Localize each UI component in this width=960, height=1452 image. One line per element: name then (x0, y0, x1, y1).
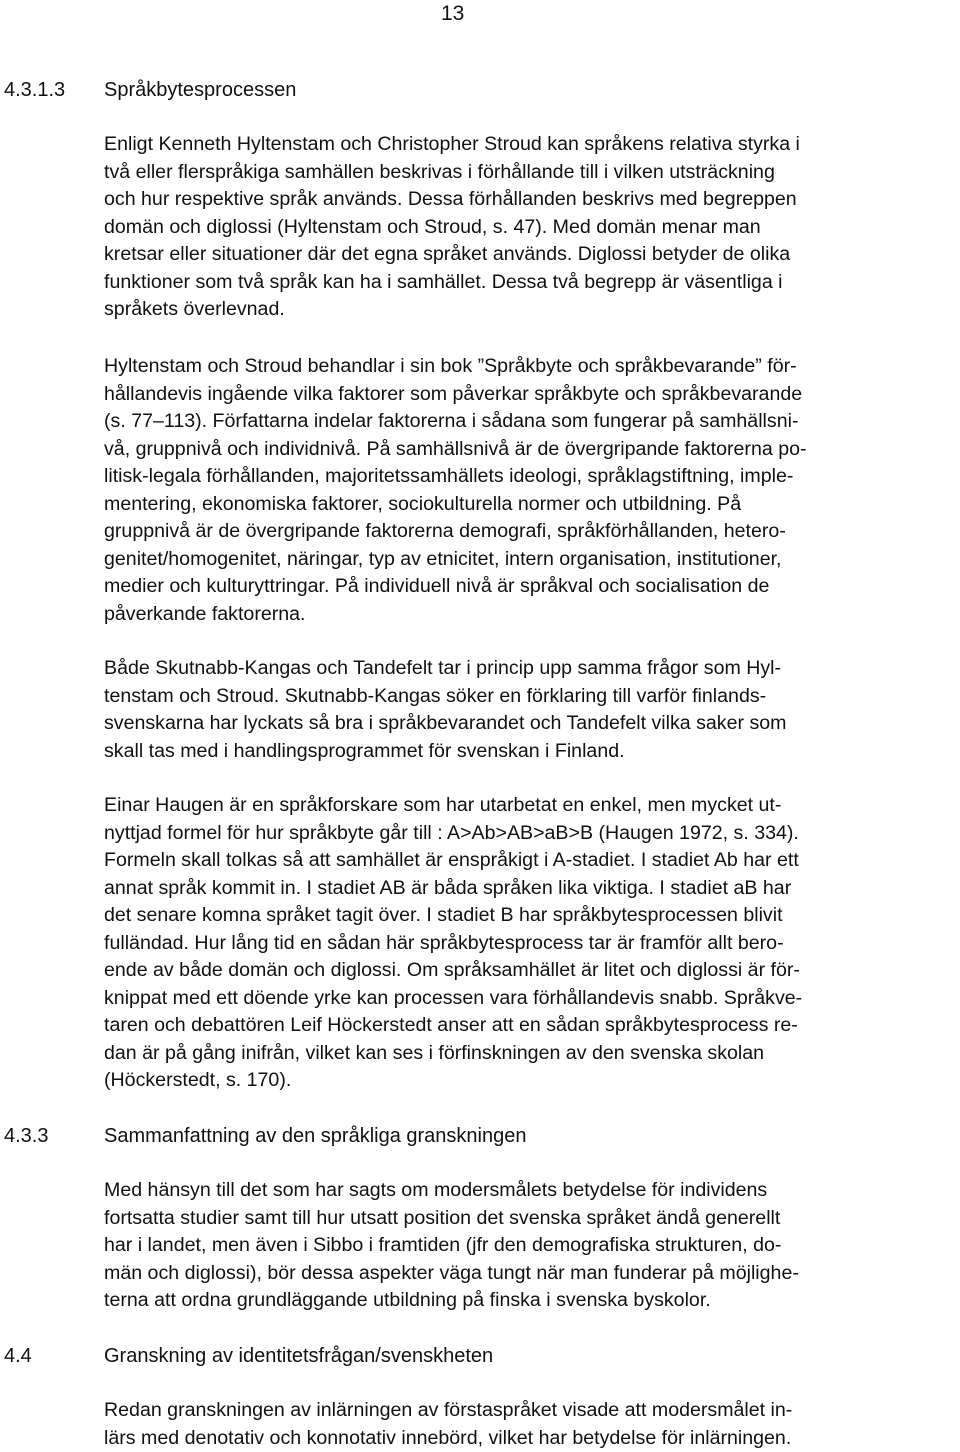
text-line: annat språk kommit in. I stadiet AB är båda språken lika viktiga. I stadiet aB har (104, 876, 792, 899)
text-line: kretsar eller situationer där det egna språket används. Diglossi betyder de olika (104, 243, 791, 265)
section-title: Granskning av identitetsfrågan/svenskheten (104, 1345, 494, 1367)
text-line: två eller flerspråkiga samhällen beskrivas i förhållande till i vilken utsträckning (104, 160, 775, 183)
paragraph-skutnabb-tandefelt (104, 655, 956, 765)
text-line: språkets överlevnad. (104, 298, 285, 320)
text-line: gruppnivå är de övergripande faktorerna demografi, språkförhållanden, hetero- (104, 520, 786, 542)
text-line: män och diglossi), bör dessa aspekter väga tungt när man funderar på möjlighe- (104, 1261, 799, 1284)
text-line: domän och diglossi (Hyltenstam och Stroud, s. 47). Med domän menar man (104, 215, 761, 238)
text-line: litisk-legala förhållanden, majoritetssamhällets ideologi, språklagstiftning, imple- (104, 465, 794, 487)
text-line: taren och debattören Leif Höckerstedt anser att en sådan språkbytesprocess re- (104, 1014, 798, 1036)
text-line: hållandevis ingående vilka faktorer som påverkar språkbyte och språkbevarande (104, 382, 803, 405)
text-line: påverkande faktorerna. (104, 602, 306, 625)
text-line: medier och kulturyttringar. På individuell nivå är språkval och socialisation de (104, 575, 770, 597)
text-line: knippat med ett döende yrke kan processen vara förhållandevis snabb. Språkve- (104, 986, 803, 1009)
text-line: mentering, ekonomiska faktorer, sociokulturella normer och utbildning. På (104, 492, 742, 515)
text-line: dan är på gång inifrån, vilket kan ses i förfinskningen av den svenska skolan (104, 1041, 765, 1064)
paragraph-identitet (104, 1397, 956, 1452)
page-number: 13 (441, 2, 465, 25)
paragraph-sammanfattning (104, 1177, 956, 1315)
section-number: 4.4 (4, 1345, 32, 1367)
text-line: Enligt Kenneth Hyltenstam och Christopher Stroud kan språkens relativa styrka i (104, 133, 800, 155)
section-title: Sammanfattning av den språkliga granskningen (104, 1125, 527, 1147)
section-title: Språkbytesprocessen (104, 79, 297, 101)
text-line: (s. 77–113). Författarna indelar faktorerna i sådana som fungerar på samhällsni- (104, 410, 799, 432)
text-line: lärs med denotativ och konnotativ innebörd, vilket har betydelse för inlärningen. (104, 1426, 792, 1449)
text-line: fulländad. Hur lång tid en sådan här språkbytesprocess tar är framför allt bero- (104, 931, 784, 954)
section-number: 4.3.1.3 (4, 79, 66, 101)
text-line: Redan granskningen av inlärningen av förstaspråket visade att modersmålet in- (104, 1399, 793, 1421)
text-line: Formeln skall tolkas så att samhället är enspråkigt i A-stadiet. I stadiet Ab har ett (104, 849, 799, 871)
text-line: Hyltenstam och Stroud behandlar i sin bok ”Språkbyte och språkbevarande” för- (104, 355, 797, 377)
text-line: genitet/homogenitet, näringar, typ av etnicitet, intern organisation, institutioner, (104, 547, 782, 570)
text-line: Einar Haugen är en språkforskare som har utarbetat en enkel, men mycket ut- (104, 794, 782, 816)
text-line: vå, gruppnivå och individnivå. På samhällsnivå är de övergripande faktorerna po- (104, 437, 807, 460)
paragraph-haugen (104, 792, 956, 1095)
section-number: 4.3.3 (4, 1125, 49, 1147)
text-line: tenstam och Stroud. Skutnabb-Kangas söker en förklaring till varför finlands- (104, 684, 767, 707)
text-line: skall tas med i handlingsprogrammet för svenskan i Finland. (104, 739, 625, 762)
text-line: ende av både domän och diglossi. Om språksamhället är litet och diglossi är för- (104, 959, 800, 981)
paragraph-sprakbyte-intro (104, 131, 956, 324)
text-line: har i landet, men även i Sibbo i framtiden (jfr den demografiska strukturen, do- (104, 1234, 782, 1256)
text-line: funktioner som två språk kan ha i samhället. Dessa två begrepp är väsentliga i (104, 270, 783, 293)
text-line: Med hänsyn till det som har sagts om modersmålets betydelse för individens (104, 1179, 768, 1201)
text-line: och hur respektive språk används. Dessa förhållanden beskrivs med begreppen (104, 188, 797, 210)
text-line: nyttjad formel för hur språkbyte går till : A>Ab>AB>aB>B (Haugen 1972, s. 334). (104, 821, 799, 844)
paragraph-hyltenstam-stroud (104, 353, 956, 628)
text-line: det senare komna språket tagit över. I stadiet B har språkbytesprocessen blivit (104, 904, 783, 926)
text-line: fortsatta studier samt till hur utsatt position det svenska språket ändå generellt (104, 1206, 781, 1229)
text-line: terna att ordna grundläggande utbildning på finska i svenska byskolor. (104, 1289, 711, 1311)
text-line: svenskarna har lyckats så bra i språkbevarandet och Tandefelt vilka saker som (104, 712, 787, 734)
text-line: Både Skutnabb-Kangas och Tandefelt tar i princip upp samma frågor som Hyl- (104, 657, 782, 679)
text-line: (Höckerstedt, s. 170). (104, 1069, 292, 1091)
